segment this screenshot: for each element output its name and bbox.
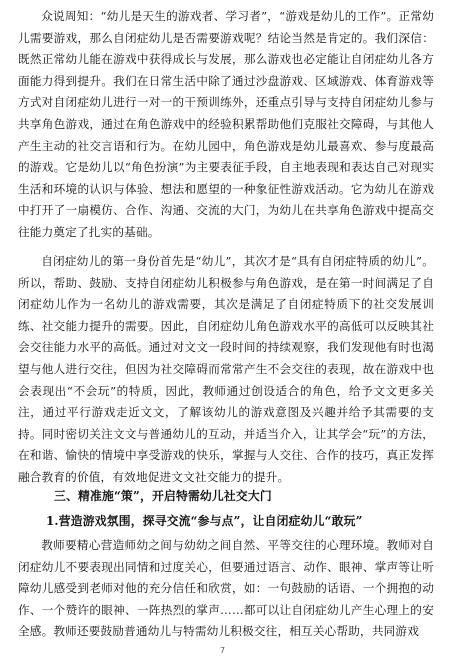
subsection-heading: 1.营造游戏氛围，探寻交流“参与点”，让自闭症幼儿“敢玩” xyxy=(46,514,363,528)
paragraph-text: 自闭症幼儿的第一身份首先是“幼儿”，其次才是“具有自闭症特质的幼儿”。所以，帮助、鼓励、支持自闭症幼儿积极参与角色游戏，是在第一时间满足了自闭症幼儿作为一名幼儿的游戏需要，其次是满足了自闭症特质下的社交发展训练、社交能力提升的需要。因此，自闭症幼儿角色游戏水平的高低可以反映其社会交往能力水平的高低。通过对文文一段时间的持续观察，我们发现他有时也渴望与他人进行交往，但因为社交障碍而常常产生不会交往的表现，故在游戏中也会表现出“不会玩”的特质，因此，教师通过创设适合的角色，给予文文更多关注，通过平行游戏走近文文，了解该幼儿的游戏意图及兴趣并给予其需要的支持。同时密切关注文文与普通幼儿的互动，并适当介入，让其学会“玩”的方法，在和谐、愉快的情境中享受游戏的快乐，掌握与人交往、合作的技巧，真正发挥融合教育的价值，有效地促进文文社交能力的提升。 xyxy=(18,254,434,484)
body-paragraph-1 xyxy=(18,6,434,244)
page-number: 7 xyxy=(220,646,226,655)
body-paragraph-2 xyxy=(18,251,434,489)
body-paragraph-3 xyxy=(18,535,434,643)
paragraph-text: 众说周知：“幼儿是天生的游戏者、学习者”，“游戏是幼儿的工作”。正常幼儿需要游戏，那么自闭症幼儿是否需要游戏呢？结论当然是肯定的。我们深信：既然正常幼儿能在游戏中获得成长与发展，那么游戏也必定能让自闭症幼儿各方面能力得到提升。我们在日常生活中除了通过沙盘游戏、区域游戏、体育游戏等方式对自闭症幼儿进行一对一的干预训练外，还重点引导与支持自闭症幼儿参与共享角色游戏，通过在角色游戏中的经验积累帮助他们克服社交障碍，与其他人产生主动的社交言语和行为。在幼儿园中，角色游戏是幼儿最喜欢、参与度最高的游戏。它是幼儿以“角色扮演”为主要表征手段，自主地表现和表达自己对现实生活和环境的认识与体验、想法和愿望的一种象征性游戏活动。它为幼儿在游戏中打开了一扇模仿、合作、沟通、交流的大门，为幼儿在共享角色游戏中提高交往能力奠定了扎实的基础。 xyxy=(18,9,434,239)
section-heading: 三、精准施“策”，开启特需幼儿社交大门 xyxy=(54,489,272,503)
paragraph-text: 教师要精心营造师幼之间与幼幼之间自然、平等交往的心理环境。教师对自闭症幼儿不要表现出同情和过度关心，但要通过语言、动作、眼神、掌声等让听障幼儿感受到老师对他的充分信任和欣赏，如：一句鼓励的话语、一个拥抱的动作、一个赞许的眼神、一阵热烈的掌声……都可以让自闭症幼儿产生心理上的安全感。教师还要鼓励普通幼儿与特需幼儿积极交往，相互关心帮助，共同游戏 xyxy=(18,538,434,639)
